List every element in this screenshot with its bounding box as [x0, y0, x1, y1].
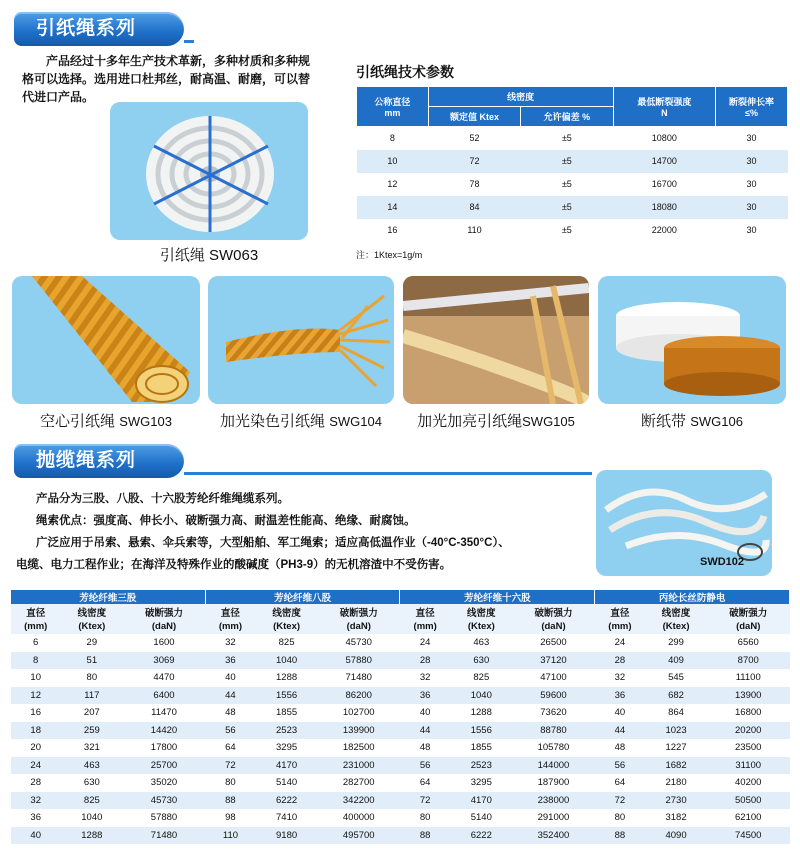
- col-unit: (Ktex): [256, 619, 318, 634]
- table-cell: 4170: [256, 757, 318, 775]
- product-photo-swg104: [208, 276, 394, 404]
- table-cell: 40: [614, 707, 626, 719]
- section-title-paolansheng: 抛缆绳系列: [14, 444, 184, 478]
- table-cell: 24: [614, 637, 626, 649]
- table-cell: 45730: [345, 637, 372, 649]
- group-header-3strand: 芳纶纤维三股: [11, 590, 206, 604]
- table-cell: 80: [86, 672, 98, 684]
- table-cell: 630: [450, 652, 512, 670]
- table-cell: 72: [400, 792, 450, 810]
- table-cell: 6: [33, 637, 39, 649]
- section-title-yinzhisheng: 引纸绳系列: [14, 12, 184, 46]
- table-cell: 400000: [342, 812, 375, 824]
- table-cell: 463: [473, 637, 490, 649]
- table-cell: 1288: [276, 672, 298, 684]
- table-cell: 545: [668, 672, 684, 684]
- col-header-strength: 破断强力: [318, 604, 400, 619]
- table-row: 12 78 ±5 16700 30: [387, 179, 757, 189]
- table-cell: 36: [595, 687, 645, 705]
- table-cell: 64: [225, 742, 236, 754]
- table-cell: 7410: [276, 812, 298, 824]
- table-cell: 825: [61, 792, 123, 810]
- table-cell: 495700: [318, 827, 400, 845]
- spec-header-rated: 额定值 Ktex: [428, 107, 520, 127]
- table-cell: 32: [614, 672, 626, 684]
- table-cell: 16800: [735, 707, 762, 719]
- table-row: 16 110 ±5 22000 30: [387, 225, 757, 235]
- table-cell: 40: [225, 672, 236, 684]
- table-cell: 25700: [123, 757, 205, 775]
- table-cell: 88: [400, 827, 450, 845]
- table-cell: 117: [61, 687, 123, 705]
- hollow-rope-image: [12, 276, 200, 404]
- table-cell: 31100: [707, 757, 790, 775]
- table-cell: 4090: [645, 827, 707, 845]
- table-cell: 12: [11, 687, 61, 705]
- col-header-density: 线密度: [450, 604, 512, 619]
- table-cell: 17800: [150, 742, 178, 754]
- table-cell: 10: [30, 672, 41, 684]
- col-header-density: 线密度: [645, 604, 707, 619]
- table-cell: 3295: [470, 777, 492, 789]
- table-cell: 64: [419, 777, 431, 789]
- table-cell: 88: [595, 827, 645, 845]
- section2-intro: 产品分为三股、八股、十六股芳纶纤维绳缆系列。 绳索优点：强度高、伸长小、破断强力高、耐温差性能高、绝缘、耐腐蚀。 广泛应用于吊索、悬索、伞兵索等，大型船舶、军工绳索；适应高低温作业（-40°C-350°C）、 电缆、电力工程作业；在海洋及特殊作业的酸碱度（PH3-9）的无机溶渣中不受伤害。: [16, 493, 510, 571]
- table-cell: 231000: [318, 757, 400, 775]
- table-cell: 98: [225, 812, 236, 824]
- col-unit: (daN): [123, 619, 205, 634]
- col-unit: (Ktex): [450, 619, 512, 634]
- group-header-antistatic: 丙纶长丝防静电: [595, 590, 790, 604]
- table-cell: 11100: [735, 672, 761, 684]
- table-cell: 6560: [737, 637, 759, 649]
- table-cell: 463: [61, 757, 123, 775]
- table-cell: 282700: [342, 777, 375, 789]
- table-cell: 1556: [450, 722, 512, 740]
- table-cell: 71480: [123, 827, 205, 845]
- table-row: [11, 739, 790, 757]
- table-cell: 14420: [123, 722, 205, 740]
- table-cell: 342200: [318, 792, 400, 810]
- spec-table-title: 引纸绳技术参数: [356, 64, 454, 80]
- table-row: [11, 774, 790, 792]
- table-cell: 23500: [735, 742, 762, 754]
- table-cell: 352400: [512, 827, 594, 845]
- table-row: [11, 634, 790, 652]
- table-cell: 144000: [512, 757, 594, 775]
- table-cell: 74500: [707, 827, 790, 845]
- glossy-rope-image: [403, 276, 589, 404]
- table-cell: 187900: [537, 777, 570, 789]
- table-cell: 44: [595, 722, 645, 740]
- col-header-diameter: 直径: [595, 604, 645, 619]
- table-cell: 37120: [512, 652, 594, 670]
- table-cell: 3182: [665, 812, 687, 824]
- table-cell: 2523: [256, 722, 318, 740]
- table-cell: 64: [614, 777, 626, 789]
- table-row: [11, 722, 790, 740]
- table-cell: 72: [595, 792, 645, 810]
- table-cell: 2523: [450, 757, 512, 775]
- table-row: 8 52 ±5 10800 30: [389, 133, 757, 144]
- table-cell: 1600: [153, 637, 175, 649]
- table-cell: 36: [400, 687, 450, 705]
- table-cell: 80: [225, 777, 236, 789]
- table-cell: 73620: [540, 707, 567, 719]
- section1-intro: 产品经过十多年生产技术革新，多种材质和多种规 格可以选择。选用进口杜邦丝，耐高温、耐磨，可以替 代进口产品。: [22, 54, 311, 104]
- table-row: [11, 792, 790, 810]
- table-cell: 1682: [645, 757, 707, 775]
- spec-header-tolerance: 允许偏差 %: [521, 107, 613, 127]
- col-unit: (mm): [205, 619, 255, 634]
- table-cell: 48: [225, 707, 236, 719]
- table-cell: 825: [278, 637, 295, 649]
- table-cell: 110: [205, 827, 255, 845]
- table-cell: 71480: [345, 672, 372, 684]
- swd102-photo: [596, 470, 772, 576]
- table-cell: 630: [83, 777, 100, 789]
- table-cell: 299: [668, 637, 684, 649]
- product-photo-swg103: [12, 276, 200, 404]
- table-cell: 86200: [318, 687, 400, 705]
- table-cell: 24: [419, 637, 431, 649]
- table-cell: 32: [11, 792, 61, 810]
- table-row: [11, 827, 790, 845]
- table-cell: 4170: [450, 792, 512, 810]
- product-caption-swg103: 空心引纸绳 SWG103: [40, 413, 172, 430]
- table-cell: 57880: [150, 812, 178, 824]
- table-cell: 3069: [123, 652, 205, 670]
- table-cell: 5140: [470, 812, 492, 824]
- table-cell: 44: [400, 722, 450, 740]
- table-cell: 36: [205, 652, 255, 670]
- col-unit: (Ktex): [645, 619, 707, 634]
- table-cell: 88780: [512, 722, 594, 740]
- table-cell: 1040: [81, 812, 103, 824]
- table-cell: 47100: [540, 672, 567, 684]
- paper-tape-image: [598, 276, 786, 404]
- group-header-8strand: 芳纶纤维八股: [205, 590, 400, 604]
- spec-table: [356, 86, 788, 242]
- table-cell: 2730: [645, 792, 707, 810]
- table-cell: 1040: [450, 687, 512, 705]
- col-unit: (mm): [11, 619, 61, 634]
- col-unit: (mm): [595, 619, 645, 634]
- col-unit: (mm): [400, 619, 450, 634]
- table-cell: 48: [419, 742, 431, 754]
- spec-header-diameter: 公称直径 mm: [357, 87, 429, 127]
- table-cell: 259: [61, 722, 123, 740]
- table-cell: 6222: [450, 827, 512, 845]
- table-cell: 321: [83, 742, 100, 754]
- table-cell: 32: [225, 637, 236, 649]
- spec-note: 注：1Ktex=1g/m: [356, 250, 423, 260]
- table-cell: 24: [11, 757, 61, 775]
- table-cell: 3295: [276, 742, 298, 754]
- spec-header-density: 线密度: [428, 87, 613, 107]
- table-cell: 80: [419, 812, 431, 824]
- table-cell: 16: [30, 707, 41, 719]
- product-photo-swg106: [598, 276, 786, 404]
- table-cell: 1855: [276, 707, 298, 719]
- table-cell: 28: [30, 777, 41, 789]
- section-divider: [184, 40, 194, 43]
- table-cell: 56: [400, 757, 450, 775]
- product-photo-swg105: [403, 276, 589, 404]
- table-cell: 9180: [256, 827, 318, 845]
- spec-header-strength: 最低断裂强度 N: [613, 87, 716, 127]
- table-cell: 1040: [256, 652, 318, 670]
- table-cell: 1556: [256, 687, 318, 705]
- product-caption-swg105: 加光加亮引纸绳SWG105: [417, 413, 575, 430]
- table-cell: 20: [30, 742, 41, 754]
- col-header-strength: 破断强力: [512, 604, 594, 619]
- table-cell: 35020: [150, 777, 178, 789]
- table-cell: 6400: [123, 687, 205, 705]
- table-cell: 864: [668, 707, 684, 719]
- col-unit: (Ktex): [61, 619, 123, 634]
- table-row: [11, 687, 790, 705]
- table-cell: 8700: [707, 652, 790, 670]
- table-cell: 59600: [512, 687, 594, 705]
- table-cell: 105780: [537, 742, 570, 754]
- table-cell: 57880: [318, 652, 400, 670]
- swd102-label: SWD102: [700, 556, 745, 568]
- col-header-diameter: 直径: [205, 604, 255, 619]
- col-unit: (daN): [318, 619, 400, 634]
- col-header-strength: 破断强力: [123, 604, 205, 619]
- table-cell: 56: [205, 722, 255, 740]
- col-header-density: 线密度: [61, 604, 123, 619]
- table-cell: 40: [419, 707, 431, 719]
- section-divider: [184, 472, 592, 475]
- table-cell: 6222: [256, 792, 318, 810]
- table-cell: 5140: [276, 777, 298, 789]
- table-cell: 139900: [318, 722, 400, 740]
- table-cell: 682: [645, 687, 707, 705]
- table-cell: 1288: [61, 827, 123, 845]
- table-cell: 44: [205, 687, 255, 705]
- table-cell: 2180: [665, 777, 687, 789]
- main-rope-photo: [110, 102, 308, 240]
- table-cell: 1288: [470, 707, 492, 719]
- table-cell: 36: [30, 812, 41, 824]
- table-cell: 51: [61, 652, 123, 670]
- table-row: [11, 652, 790, 670]
- table-cell: 48: [614, 742, 626, 754]
- table-cell: 40: [11, 827, 61, 845]
- table-cell: 20200: [707, 722, 790, 740]
- table-cell: 50500: [707, 792, 790, 810]
- rope-coil-image: [110, 102, 308, 240]
- col-unit: (daN): [707, 619, 790, 634]
- table-cell: 26500: [540, 637, 567, 649]
- dyed-rope-image: [208, 276, 394, 404]
- table-cell: 32: [419, 672, 431, 684]
- product-caption-swg104: 加光染色引纸绳 SWG104: [220, 413, 382, 430]
- table-cell: 80: [614, 812, 626, 824]
- rope-data-body: [11, 634, 790, 844]
- table-cell: 18: [11, 722, 61, 740]
- table-row: [11, 809, 790, 827]
- table-cell: 102700: [342, 707, 375, 719]
- table-cell: 11470: [151, 707, 177, 719]
- table-row: [11, 757, 790, 775]
- col-header-diameter: 直径: [11, 604, 61, 619]
- table-cell: 825: [473, 672, 490, 684]
- table-cell: 182500: [342, 742, 375, 754]
- table-cell: 40200: [735, 777, 762, 789]
- product-caption-swg106: 断纸带 SWG106: [641, 413, 743, 430]
- table-row: [11, 669, 790, 687]
- group-header-16strand: 芳纶纤维十六股: [400, 590, 595, 604]
- table-row: 14 84 ±5 18080 30: [357, 196, 788, 219]
- white-rope-image: [596, 470, 772, 576]
- spec-header-elongation: 断裂伸长率 ≤%: [716, 87, 788, 127]
- table-cell: 88: [205, 792, 255, 810]
- table-cell: 207: [83, 707, 100, 719]
- table-cell: 45730: [123, 792, 205, 810]
- table-cell: 1023: [645, 722, 707, 740]
- main-rope-caption: 引纸绳 SW063: [159, 247, 259, 264]
- table-row: 10 72 ±5 14700 30: [357, 150, 788, 173]
- table-cell: 13900: [707, 687, 790, 705]
- table-cell: 72: [205, 757, 255, 775]
- rope-data-table: [10, 590, 790, 844]
- table-cell: 238000: [512, 792, 594, 810]
- table-cell: 4470: [153, 672, 175, 684]
- table-row: [11, 704, 790, 722]
- col-header-density: 线密度: [256, 604, 318, 619]
- table-cell: 28: [595, 652, 645, 670]
- table-cell: 29: [86, 637, 98, 649]
- col-header-strength: 破断强力: [707, 604, 790, 619]
- table-cell: 1855: [470, 742, 492, 754]
- table-cell: 28: [400, 652, 450, 670]
- table-cell: 291000: [537, 812, 570, 824]
- col-header-diameter: 直径: [400, 604, 450, 619]
- table-cell: 56: [595, 757, 645, 775]
- table-cell: 1227: [665, 742, 687, 754]
- table-cell: 409: [645, 652, 707, 670]
- col-unit: (daN): [512, 619, 594, 634]
- table-cell: 62100: [735, 812, 762, 824]
- table-cell: 8: [11, 652, 61, 670]
